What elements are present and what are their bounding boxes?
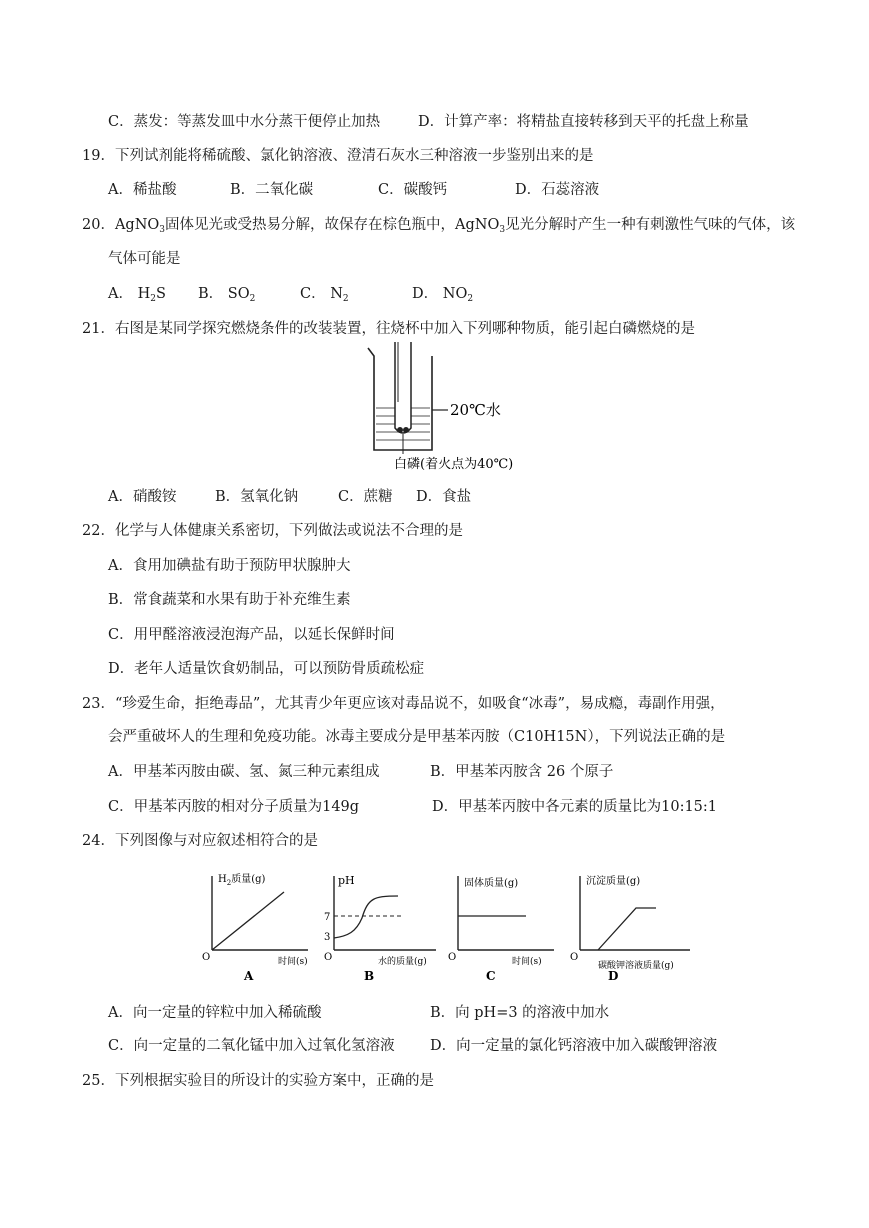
- q23-option-d: D．甲基苯丙胺中各元素的质量比为10:15:1: [432, 799, 718, 815]
- q20-stem-line2: 气体可能是: [108, 251, 181, 267]
- graph-d-line: [598, 908, 656, 950]
- svg-text:O: O: [570, 952, 579, 963]
- q19-option-c: C．碳酸钙: [378, 182, 448, 198]
- svg-text:固体质量(g): 固体质量(g): [464, 878, 519, 889]
- q25-stem: 25．下列根据实验目的所设计的实验方案中，正确的是: [82, 1073, 434, 1089]
- graph-a-line: [212, 892, 284, 950]
- svg-text:O: O: [202, 952, 211, 963]
- q20-option-d: D． $NO_2$: [412, 286, 474, 304]
- q19-stem: 19．下列试剂能将稀硫酸、氯化钠溶液、澄清石灰水三种溶液一步鉴别出来的是: [82, 148, 594, 164]
- svg-text:碳酸钾溶液质量(g): 碳酸钾溶液质量(g): [598, 961, 674, 971]
- svg-text:O: O: [324, 952, 333, 963]
- svg-text:A: A: [244, 969, 254, 983]
- svg-text:B: B: [364, 969, 375, 983]
- q23-stem-line2: 会严重破坏人的生理和免疫功能。冰毒主要成分是甲基苯丙胺（C10H15N），下列说法正确的是: [108, 729, 726, 745]
- svg-text:D: D: [608, 969, 619, 983]
- q24-option-c: C．向一定量的二氧化锰中加入过氧化氢溶液: [108, 1038, 395, 1054]
- q23-option-b: B．甲基苯丙胺含 26 个原子: [430, 764, 614, 780]
- svg-text:H2质量(g): $H_2$质量(g): [218, 874, 266, 887]
- svg-text:7: 7: [324, 912, 331, 923]
- phosphorus-label: 白磷(着火点为40℃): [394, 457, 514, 472]
- q21-stem: 21．右图是某同学探究燃烧条件的改装装置，往烧杯中加入下列哪种物质，能引起白磷燃烧的是: [82, 321, 695, 337]
- q19-option-b: B．二氧化碳: [230, 182, 314, 198]
- test-tube: [395, 342, 411, 433]
- svg-text:3: 3: [324, 932, 331, 943]
- graph-d: [566, 866, 698, 988]
- q22-option-b: B．常食蔬菜和水果有助于补充维生素: [108, 592, 351, 608]
- q18-option-c: C．蒸发：等蒸发皿中水分蒸干便停止加热: [108, 114, 381, 130]
- q20-option-c: C． $N_2$: [300, 286, 349, 304]
- q24-option-a: A．向一定量的锌粒中加入稀硫酸: [108, 1005, 322, 1021]
- graph-a: [198, 866, 316, 988]
- q18-option-d: D．计算产率：将精盐直接转移到天平的托盘上称量: [418, 114, 749, 130]
- svg-text:沉淀质量(g): 沉淀质量(g): [586, 876, 641, 887]
- q21-option-a: A．硝酸铵: [108, 489, 177, 505]
- svg-text:C: C: [486, 969, 496, 983]
- q23-option-a: A．甲基苯丙胺由碳、氢、氮三种元素组成: [108, 764, 380, 780]
- svg-text:水的质量(g): 水的质量(g): [378, 957, 427, 967]
- q19-option-a: A．稀盐酸: [108, 182, 177, 198]
- svg-text:时间(s): 时间(s): [278, 957, 308, 967]
- q21-option-b: B．氢氧化钠: [215, 489, 299, 505]
- q23-option-c: C．甲基苯丙胺的相对分子质量为149g: [108, 799, 360, 815]
- q21-option-d: D．食盐: [416, 489, 472, 505]
- q22-option-a: A．食用加碘盐有助于预防甲状腺肿大: [108, 558, 351, 574]
- q20-stem-line1: 20．AgNO$_3$固体见光或受热易分解，故保存在棕色瓶中，AgNO$_3$见光分解时产生一种有刺激性气味的气体，该: [82, 217, 796, 235]
- graph-b-curve: [334, 896, 398, 938]
- phosphorus-icon: [397, 427, 403, 433]
- q24-option-b: B．向 pH=3 的溶液中加水: [430, 1005, 610, 1021]
- q23-stem-line1: 23．“珍爱生命，拒绝毒品”，尤其青少年更应该对毒品说不，如吸食“冰毒”，易成瘾，毒副作用强，: [82, 696, 725, 712]
- beaker-figure: [362, 342, 542, 474]
- q22-option-c: C．用甲醛溶液浸泡海产品，以延长保鲜时间: [108, 627, 395, 643]
- graph-c: [444, 866, 562, 988]
- q21-option-c: C．蔗糖: [338, 489, 393, 505]
- q24-stem: 24．下列图像与对应叙述相符合的是: [82, 833, 318, 849]
- water-label: 20℃水: [450, 401, 501, 419]
- q20-option-b: B． $SO_2$: [198, 286, 256, 304]
- svg-text:O: O: [448, 952, 457, 963]
- q22-option-d: D．老年人适量饮食奶制品，可以预防骨质疏松症: [108, 661, 425, 677]
- q20-option-a: A． $H_2S$: [108, 286, 166, 304]
- svg-text:时间(s): 时间(s): [512, 957, 542, 967]
- q22-stem: 22．化学与人体健康关系密切，下列做法或说法不合理的是: [82, 523, 463, 539]
- q24-option-d: D．向一定量的氯化钙溶液中加入碳酸钾溶液: [430, 1038, 718, 1054]
- q19-option-d: D．石蕊溶液: [515, 182, 600, 198]
- svg-text:pH: pH: [338, 874, 355, 887]
- graph-b: [318, 866, 442, 988]
